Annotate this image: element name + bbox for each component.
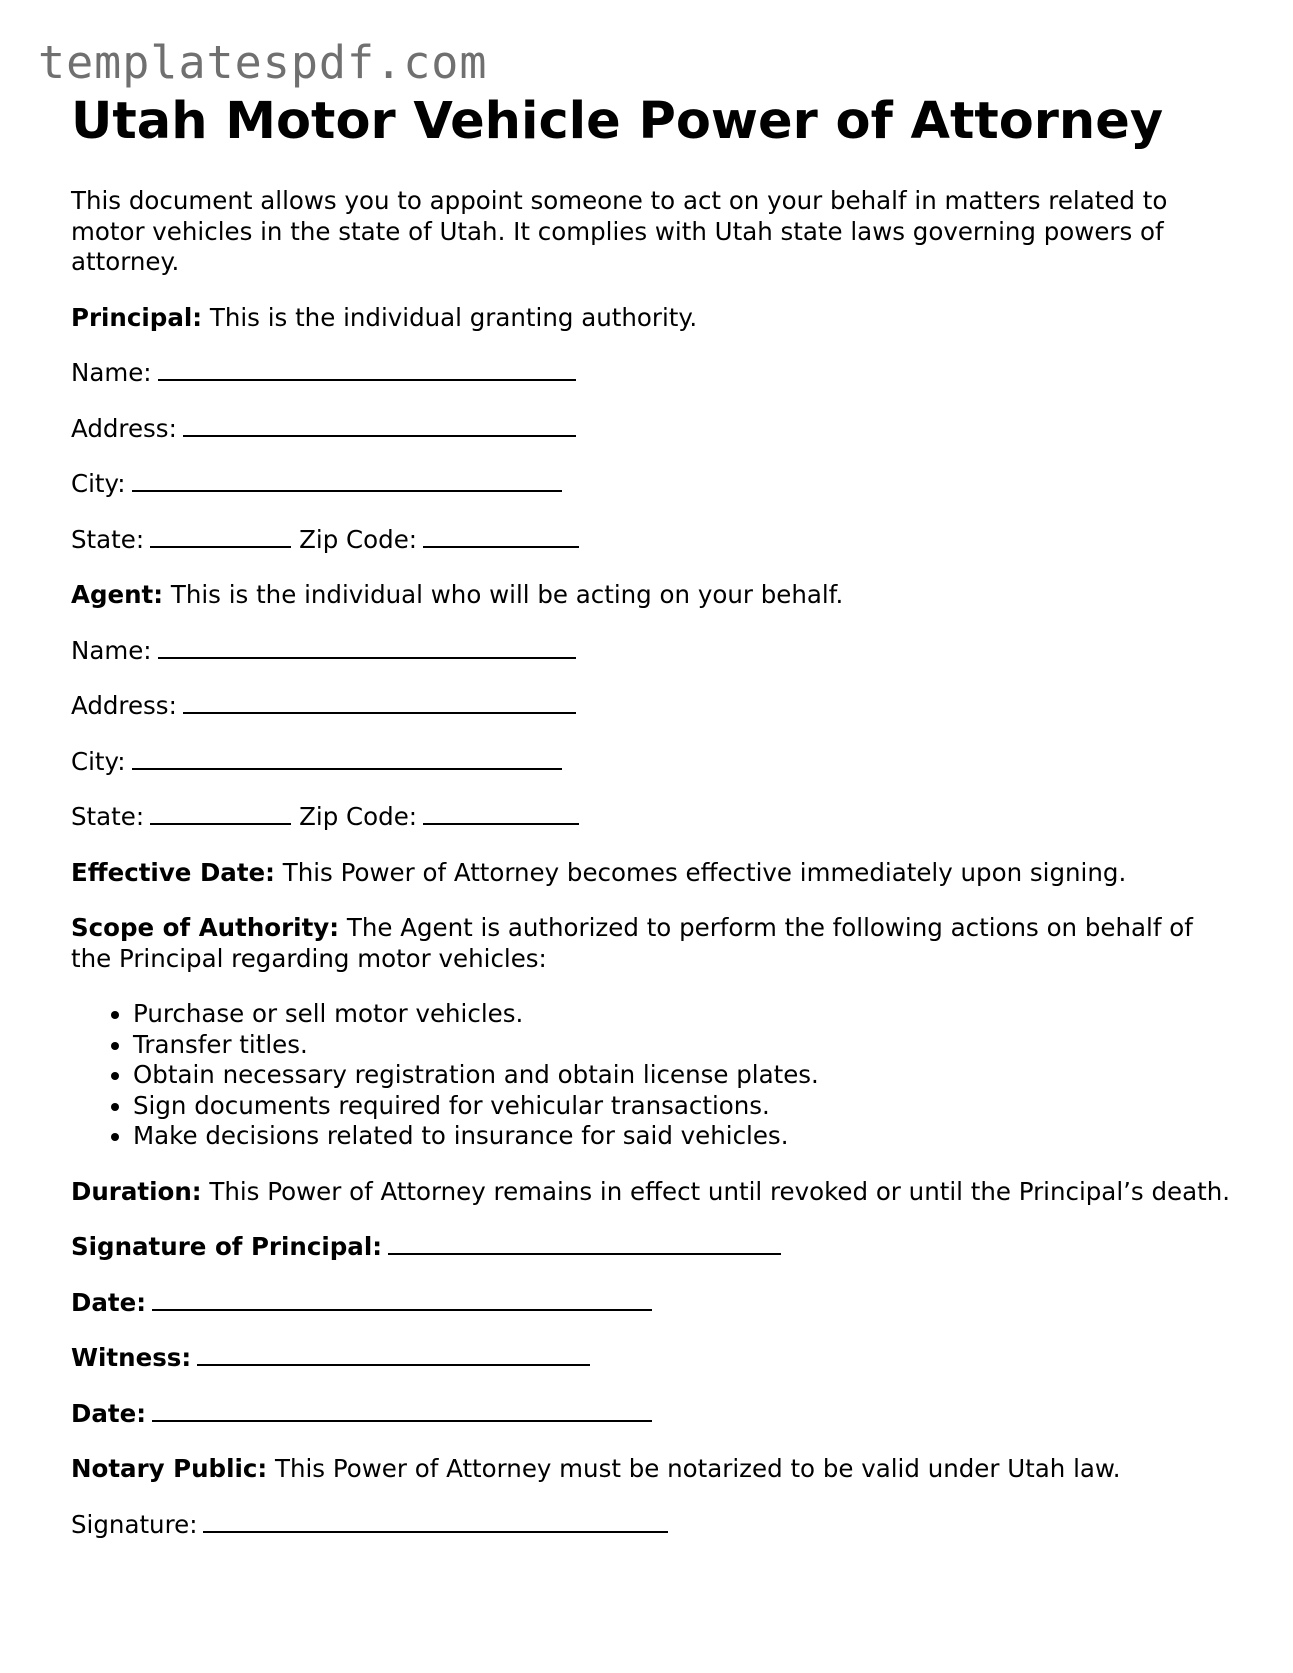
witness-date-blank[interactable] [152,1402,652,1422]
effective-date-text: This Power of Attorney becomes effective immediately upon signing. [274,857,1127,887]
agent-name-field [71,636,1231,667]
principal-address-blank[interactable] [183,417,576,437]
notary-signature-field [71,1510,1231,1541]
document-page [71,88,1231,1540]
principal-zip-label: Zip Code: [299,524,418,554]
witness-date-label: Date: [71,1398,146,1428]
agent-heading: Agent: [71,580,164,609]
duration-paragraph [71,1177,1231,1208]
agent-address-label: Address: [71,691,177,720]
principal-date-label: Date: [71,1287,146,1317]
agent-section-heading [71,580,1231,611]
principal-signature-label: Signature of Principal: [71,1232,383,1261]
principal-zip-blank[interactable] [423,528,579,548]
effective-date-heading: Effective Date: [71,857,275,887]
scope-paragraph [71,913,1231,974]
agent-zip-label: Zip Code: [299,802,418,831]
agent-state-label: State: [71,802,145,831]
duration-heading: Duration: [71,1176,202,1206]
notary-signature-label: Signature: [71,1509,198,1539]
principal-state-zip-field [71,525,1231,556]
agent-name-label: Name: [71,635,152,665]
principal-signature-blank[interactable] [388,1235,781,1255]
list-item: • Obtain necessary registration and obtain license plates. [133,1060,1231,1091]
notary-paragraph [71,1454,1231,1485]
principal-state-blank[interactable] [150,528,291,548]
scope-heading: Scope of Authority: [71,913,340,942]
watermark: templatespdf.com [38,36,488,89]
notary-signature-blank[interactable] [203,1513,668,1533]
principal-state-label: State: [71,524,145,554]
notary-text: This Power of Attorney must be notarized to be valid under Utah law. [267,1454,1121,1483]
principal-date-field [71,1288,1231,1319]
scope-text: The Agent is authorized to perform the following actions on behalf of the Principal regarding motor vehicles: [71,913,1193,973]
agent-city-field [71,747,1231,778]
intro-paragraph: This document allows you to appoint someone to act on your behalf in matters related to motor vehicles in the state of Utah. It complies with Utah state laws governing powers of attorney. [71,186,1168,276]
principal-city-field [71,469,1231,500]
principal-heading: Principal: [71,302,203,332]
principal-city-label: City: [71,469,126,498]
principal-address-label: Address: [71,413,177,443]
agent-description: This is the individual who will be acting on your behalf. [163,580,844,609]
witness-field [71,1343,1231,1374]
principal-section-heading [71,303,1231,334]
agent-zip-blank[interactable] [423,805,579,825]
list-item: • Transfer titles. [133,1030,1231,1061]
list-item: • Sign documents required for vehicular transactions. [133,1091,1231,1122]
duration-text: This Power of Attorney remains in effect until revoked or until the Principal’s death. [201,1176,1231,1206]
scope-list [71,999,1231,1152]
principal-name-field [71,358,1231,389]
principal-address-field [71,414,1231,445]
witness-date-field [71,1399,1231,1430]
agent-name-blank[interactable] [158,639,576,659]
list-item: • Purchase or sell motor vehicles. [133,999,1231,1030]
agent-city-blank[interactable] [132,750,562,770]
principal-date-blank[interactable] [152,1291,652,1311]
agent-state-zip-field [71,802,1231,833]
agent-state-blank[interactable] [150,805,291,825]
principal-name-label: Name: [71,358,152,387]
witness-label: Witness: [71,1343,192,1372]
agent-address-blank[interactable] [183,694,576,714]
principal-signature-field [71,1232,1231,1263]
agent-address-field [71,691,1231,722]
principal-description: This is the individual granting authority. [202,302,698,332]
agent-city-label: City: [71,746,126,776]
list-item: • Make decisions related to insurance for said vehicles. [133,1121,1231,1152]
document-title: Utah Motor Vehicle Power of Attorney [71,92,1164,151]
witness-blank[interactable] [197,1346,590,1366]
principal-city-blank[interactable] [132,472,562,492]
effective-date-paragraph [71,858,1231,889]
principal-name-blank[interactable] [158,361,576,381]
notary-heading: Notary Public: [71,1454,268,1483]
